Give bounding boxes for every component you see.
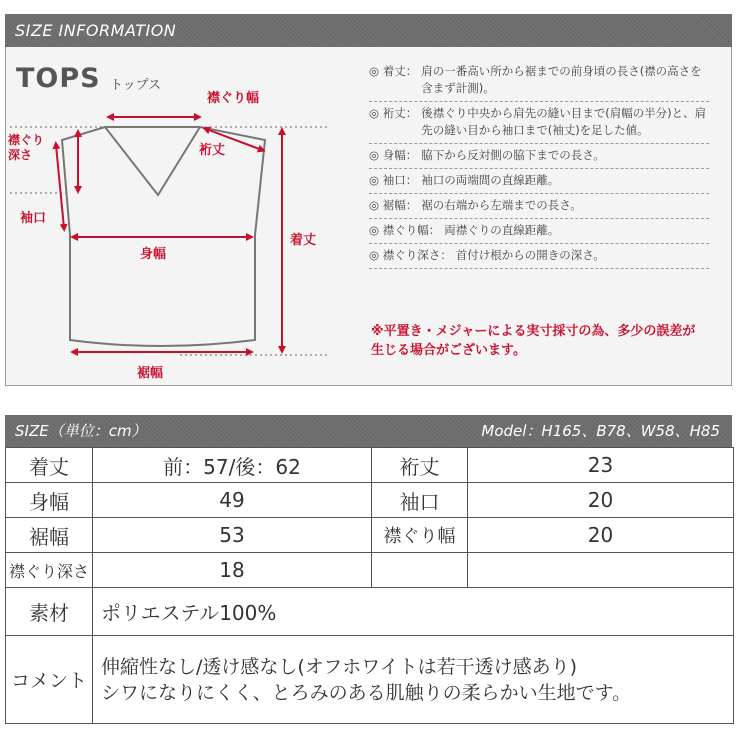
- size-information-title: SIZE INFORMATION: [15, 21, 177, 40]
- table-row: [6, 483, 734, 518]
- label-neck-width: 襟ぐり幅: [207, 91, 260, 106]
- label-length: 着丈: [290, 233, 317, 248]
- cell-value: 20: [468, 518, 734, 553]
- size-table-header: [5, 415, 732, 447]
- cell-label: [372, 553, 468, 588]
- comment-line: シワになりにくく、とろみのある肌触りの柔らかい生地です。: [101, 681, 632, 704]
- material-value: ポリエステル100%: [93, 588, 734, 636]
- table-row: [6, 588, 734, 636]
- cell-label: 着丈: [6, 448, 93, 483]
- cell-value: 18: [93, 553, 372, 588]
- legend-item: ◎ 裾幅： 裾の右端から左端までの長さ。: [369, 194, 709, 219]
- cell-label: 袖口: [372, 483, 468, 518]
- label-sleeve-length: 裄丈: [199, 143, 226, 158]
- table-row: [6, 553, 734, 588]
- label-hem-width: 裾幅: [137, 366, 164, 381]
- cell-value: 前：57/後：62: [93, 448, 372, 483]
- label-neck-depth: 襟ぐり 深さ: [8, 133, 45, 162]
- measurement-note: ※平置き・メジャーによる実寸採寸の為、多少の誤差が生じる場合がございます。: [371, 324, 696, 358]
- cell-value: [468, 553, 734, 588]
- size-unit-label: SIZE（単位：cm）: [15, 422, 147, 440]
- table-row: [6, 518, 734, 553]
- cell-value: 53: [93, 518, 372, 553]
- legend-item: ◎ 襟ぐり幅： 両襟ぐりの直線距離。: [369, 219, 709, 244]
- measurement-legend: [369, 60, 709, 269]
- table-row: [6, 448, 734, 483]
- size-table: [5, 447, 734, 724]
- legend-item: ◎ 襟ぐり深さ： 首付け根からの開きの深さ。: [369, 244, 709, 269]
- model-info: Model：H165、B78、W58、H85: [481, 422, 720, 440]
- legend-item: ◎ 着丈： 肩の一番高い所から裾までの前身頃の長さ(襟の高さを含まず計測)。: [369, 60, 709, 102]
- material-label: 素材: [6, 588, 93, 636]
- comment-label: コメント: [6, 636, 93, 724]
- legend-item: ◎ 身幅： 脇下から反対側の脇下までの長さ。: [369, 144, 709, 169]
- cell-label: 襟ぐり深さ: [6, 553, 93, 588]
- cell-label: 裾幅: [6, 518, 93, 553]
- table-row: [6, 636, 734, 724]
- cell-label: 裄丈: [372, 448, 468, 483]
- label-body-width: 身幅: [140, 247, 167, 262]
- cell-value: 23: [468, 448, 734, 483]
- label-cuff: 袖口: [20, 211, 47, 226]
- tops-subtitle: トップス: [110, 78, 162, 93]
- tops-title: TOPS: [16, 63, 101, 94]
- comment-value: [93, 636, 734, 724]
- cell-label: 襟ぐり幅: [372, 518, 468, 553]
- legend-item: ◎ 袖口： 袖口の両端間の直線距離。: [369, 169, 709, 194]
- comment-line: 伸縮性なし/透け感なし(オフホワイトは若干透け感あり): [101, 655, 578, 678]
- garment-diagram: [0, 0, 360, 390]
- legend-item: ◎ 裄丈： 後襟ぐり中央から肩先の縫い目まで(肩幅の半分)と、肩先の縫い目から袖口まで(袖丈)を足した値。: [369, 102, 709, 144]
- cell-value: 20: [468, 483, 734, 518]
- cell-value: 49: [93, 483, 372, 518]
- cell-label: 身幅: [6, 483, 93, 518]
